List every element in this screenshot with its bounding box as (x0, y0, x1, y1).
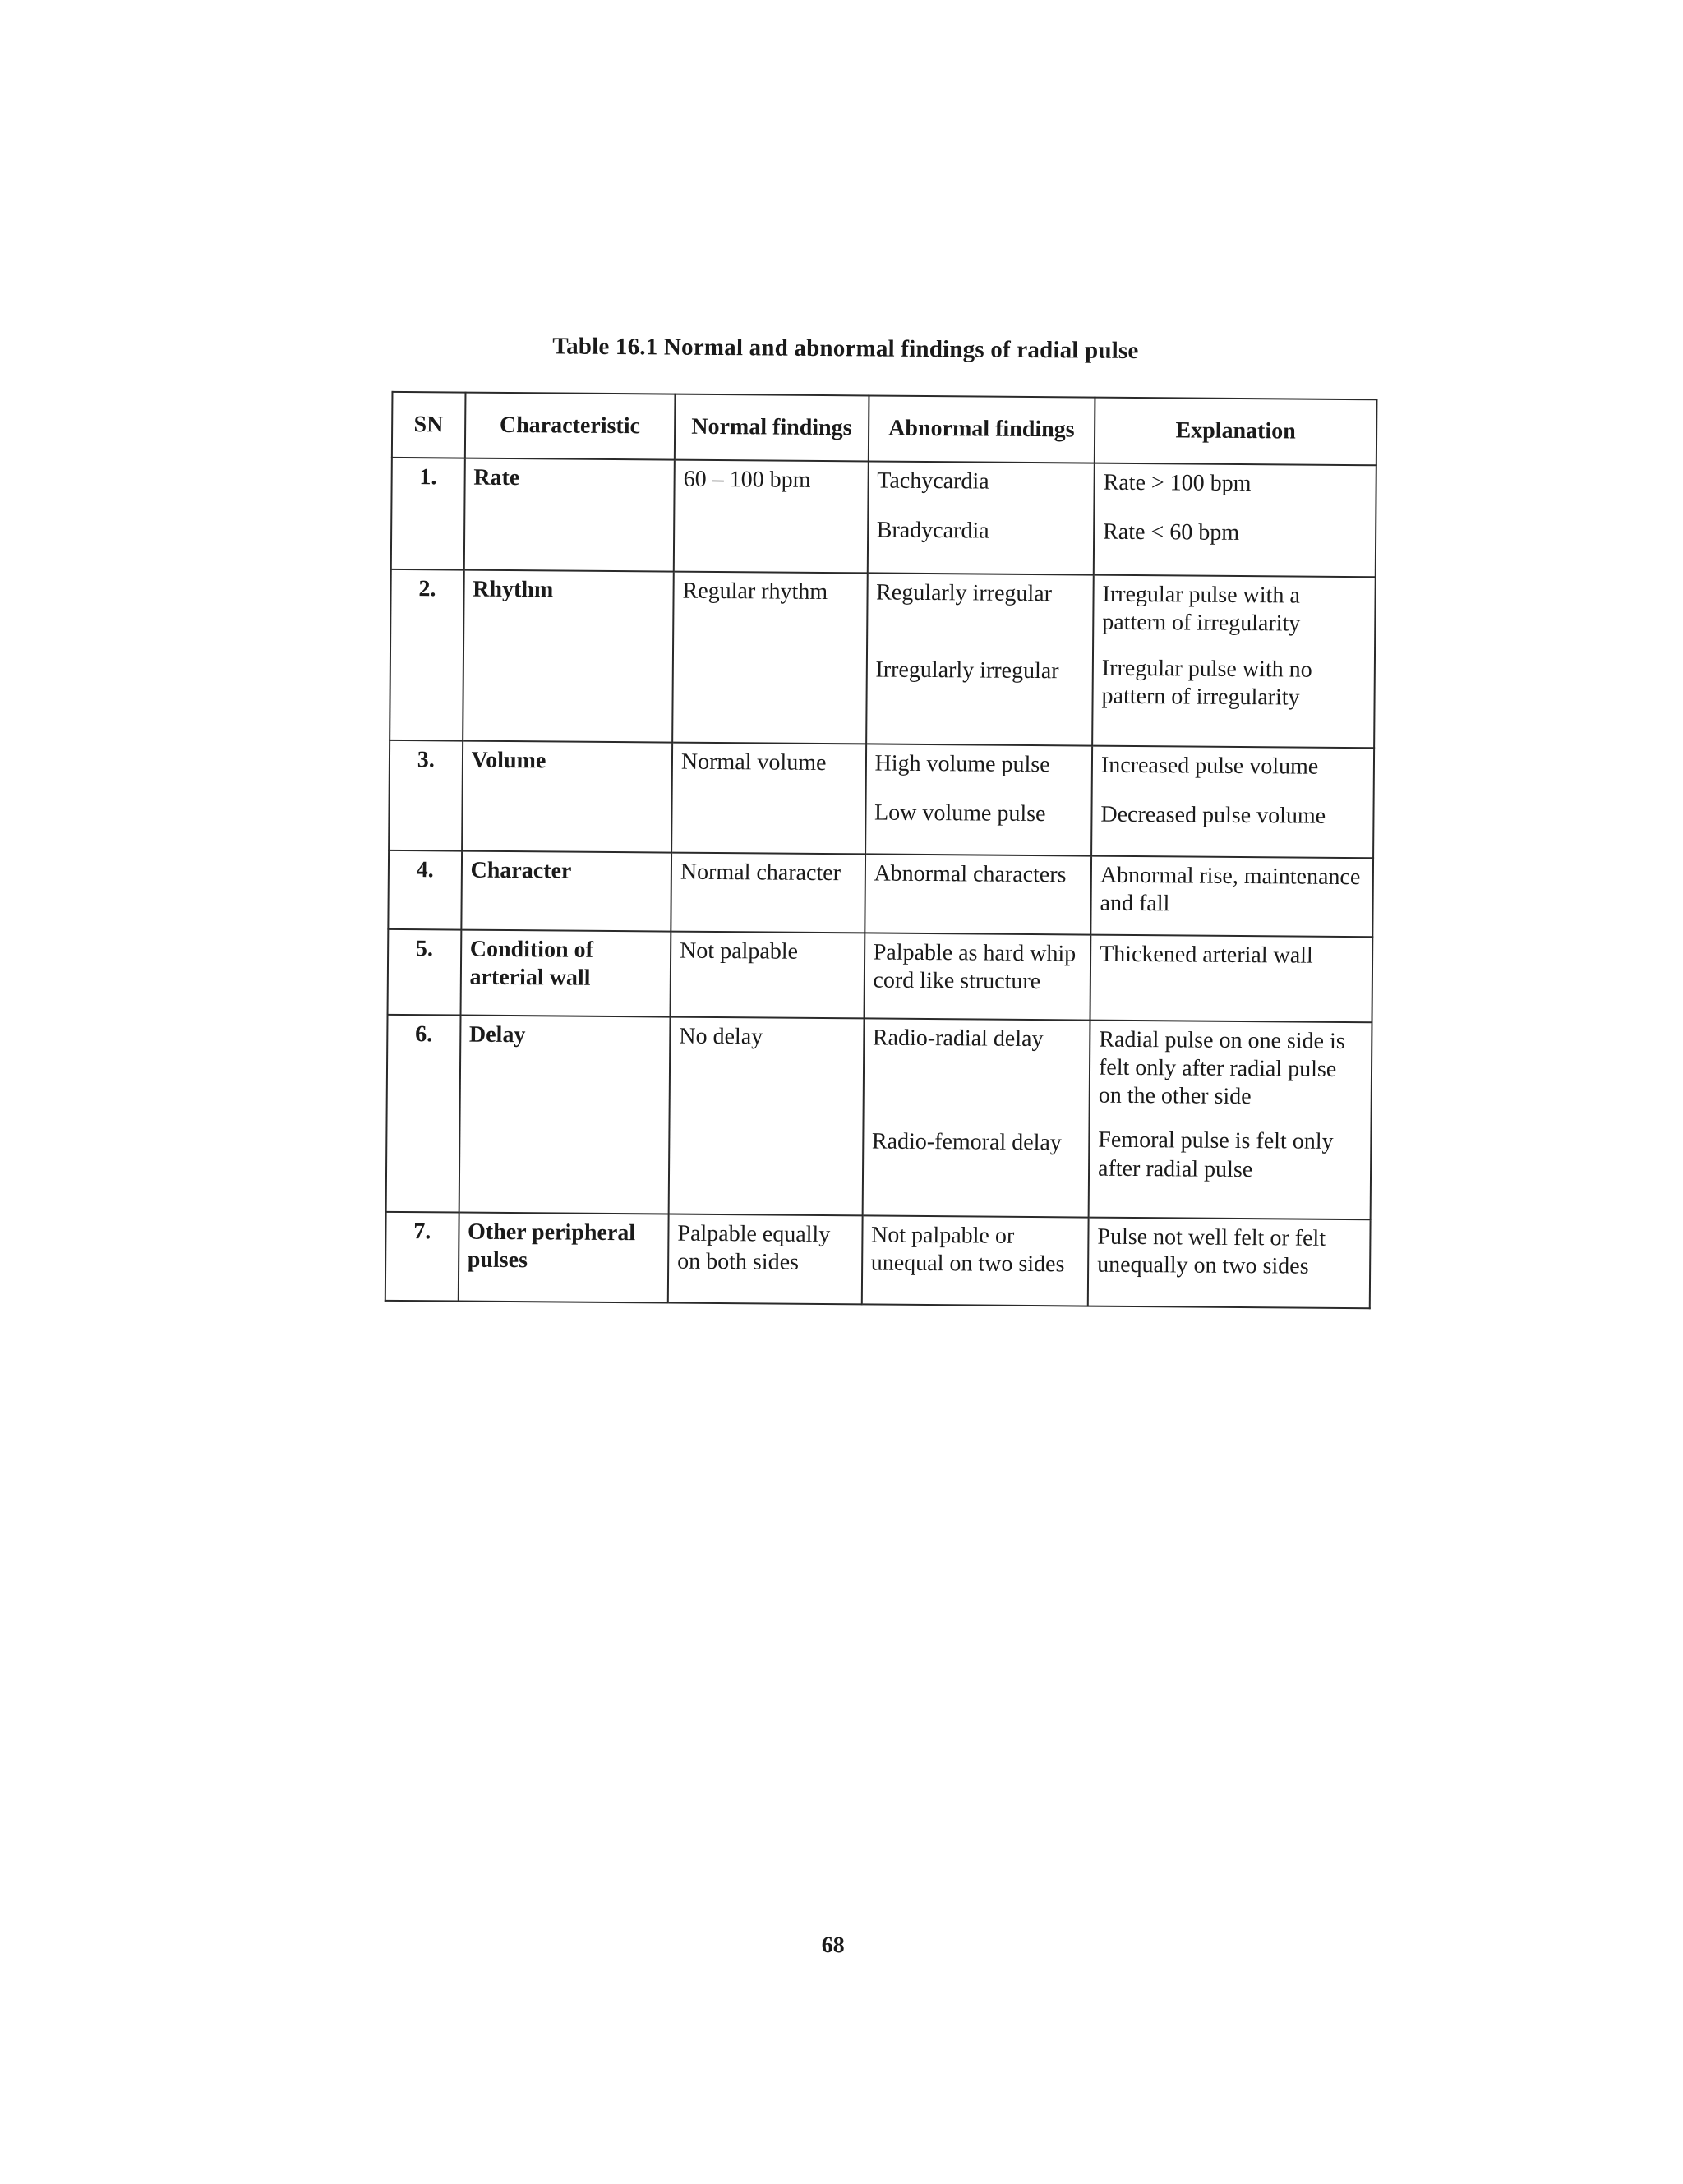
abnormal-finding: Radio-femoral delay (871, 1128, 1062, 1156)
header-normal-findings: Normal findings (675, 394, 869, 462)
normal-findings-cell: Not palpable (671, 932, 865, 1019)
table-row (389, 740, 1374, 858)
sn-cell: 6. (386, 1015, 461, 1213)
sn-cell: 1. (391, 458, 465, 570)
sn-cell: 4. (388, 850, 461, 930)
normal-findings-cell: 60 – 100 bpm (674, 460, 869, 574)
normal-findings-cell: Regular rhythm (672, 572, 867, 744)
abnormal-findings-cell (864, 933, 1090, 1020)
abnormal-findings-cell (865, 854, 1091, 934)
explanation-text: Decreased pulse volume (1100, 801, 1326, 829)
normal-findings-cell: Normal volume (671, 743, 866, 855)
explanation-text: Rate > 100 bpm (1103, 469, 1252, 497)
explanation-text: Irregular pulse with no pattern of irregularity (1101, 655, 1312, 712)
table-row (388, 850, 1373, 937)
characteristic-cell: Delay (459, 1016, 670, 1214)
characteristic-cell: Other peripheral pulses (458, 1213, 668, 1303)
explanation-cell (1091, 746, 1374, 859)
radial-pulse-findings-table (385, 391, 1378, 1309)
explanation-text: Abnormal rise, maintenance and fall (1100, 862, 1361, 917)
explanation-text: Radial pulse on one side is felt only after radial pulse on the other side (1098, 1026, 1345, 1110)
abnormal-finding: Irregularly irregular (875, 657, 1059, 684)
sn-cell: 2. (390, 569, 463, 741)
sn-cell: 3. (389, 740, 463, 851)
header-explanation: Explanation (1095, 398, 1377, 466)
abnormal-finding: Not palpable or unequal on two sides (870, 1222, 1065, 1278)
table-row (385, 1212, 1371, 1308)
characteristic-cell: Volume (462, 741, 672, 853)
explanation-cell (1094, 463, 1376, 578)
explanation-cell (1089, 1021, 1372, 1220)
abnormal-findings-cell (866, 573, 1094, 745)
table-caption: Table 16.1 Normal and abnormal findings of radial pulse (552, 333, 1139, 365)
sn-cell: 5. (388, 929, 461, 1016)
explanation-text: Femoral pulse is felt only after radial pulse (1097, 1127, 1334, 1182)
abnormal-findings-cell (865, 744, 1092, 855)
explanation-text: Irregular pulse with a pattern of irregularity (1102, 581, 1301, 637)
abnormal-findings-cell (862, 1018, 1090, 1217)
abnormal-finding: Abnormal characters (874, 860, 1067, 888)
characteristic-cell: Character (461, 851, 671, 932)
explanation-text: Increased pulse volume (1100, 752, 1319, 780)
header-sn: SN (392, 392, 465, 458)
table-row (391, 458, 1376, 577)
abnormal-finding: Low volume pulse (874, 799, 1046, 827)
normal-findings-cell: Normal character (671, 853, 865, 933)
explanation-cell (1090, 935, 1373, 1023)
characteristic-cell: Condition of arterial wall (460, 930, 671, 1017)
abnormal-findings-cell (861, 1215, 1088, 1306)
abnormal-finding: Palpable as hard whip cord like structure (873, 939, 1077, 995)
abnormal-finding: Bradycardia (876, 517, 989, 544)
abnormal-finding: High volume pulse (874, 750, 1050, 778)
normal-findings-cell: Palpable equally on both sides (668, 1214, 862, 1305)
explanation-cell (1090, 856, 1373, 938)
abnormal-finding: Radio-radial delay (872, 1025, 1044, 1053)
table-row (386, 1015, 1372, 1219)
page-number: 68 (821, 1933, 845, 1959)
characteristic-cell: Rhythm (463, 570, 674, 743)
explanation-cell (1092, 575, 1376, 749)
explanation-cell (1088, 1218, 1371, 1309)
explanation-text: Thickened arterial wall (1100, 941, 1313, 969)
characteristic-cell: Rate (463, 458, 674, 572)
abnormal-finding: Tachycardia (877, 468, 989, 495)
header-characteristic: Characteristic (464, 393, 675, 460)
abnormal-findings-cell (867, 461, 1094, 574)
normal-findings-cell: No delay (669, 1017, 864, 1216)
explanation-text: Rate < 60 bpm (1103, 518, 1240, 546)
abnormal-finding: Regularly irregular (876, 579, 1053, 607)
table-row (388, 929, 1373, 1022)
sn-cell: 7. (385, 1212, 459, 1302)
explanation-text: Pulse not well felt or felt unequally on two sides (1097, 1223, 1326, 1279)
header-abnormal-findings: Abnormal findings (868, 395, 1095, 463)
table-header-row (392, 392, 1377, 465)
table-row (390, 569, 1376, 748)
